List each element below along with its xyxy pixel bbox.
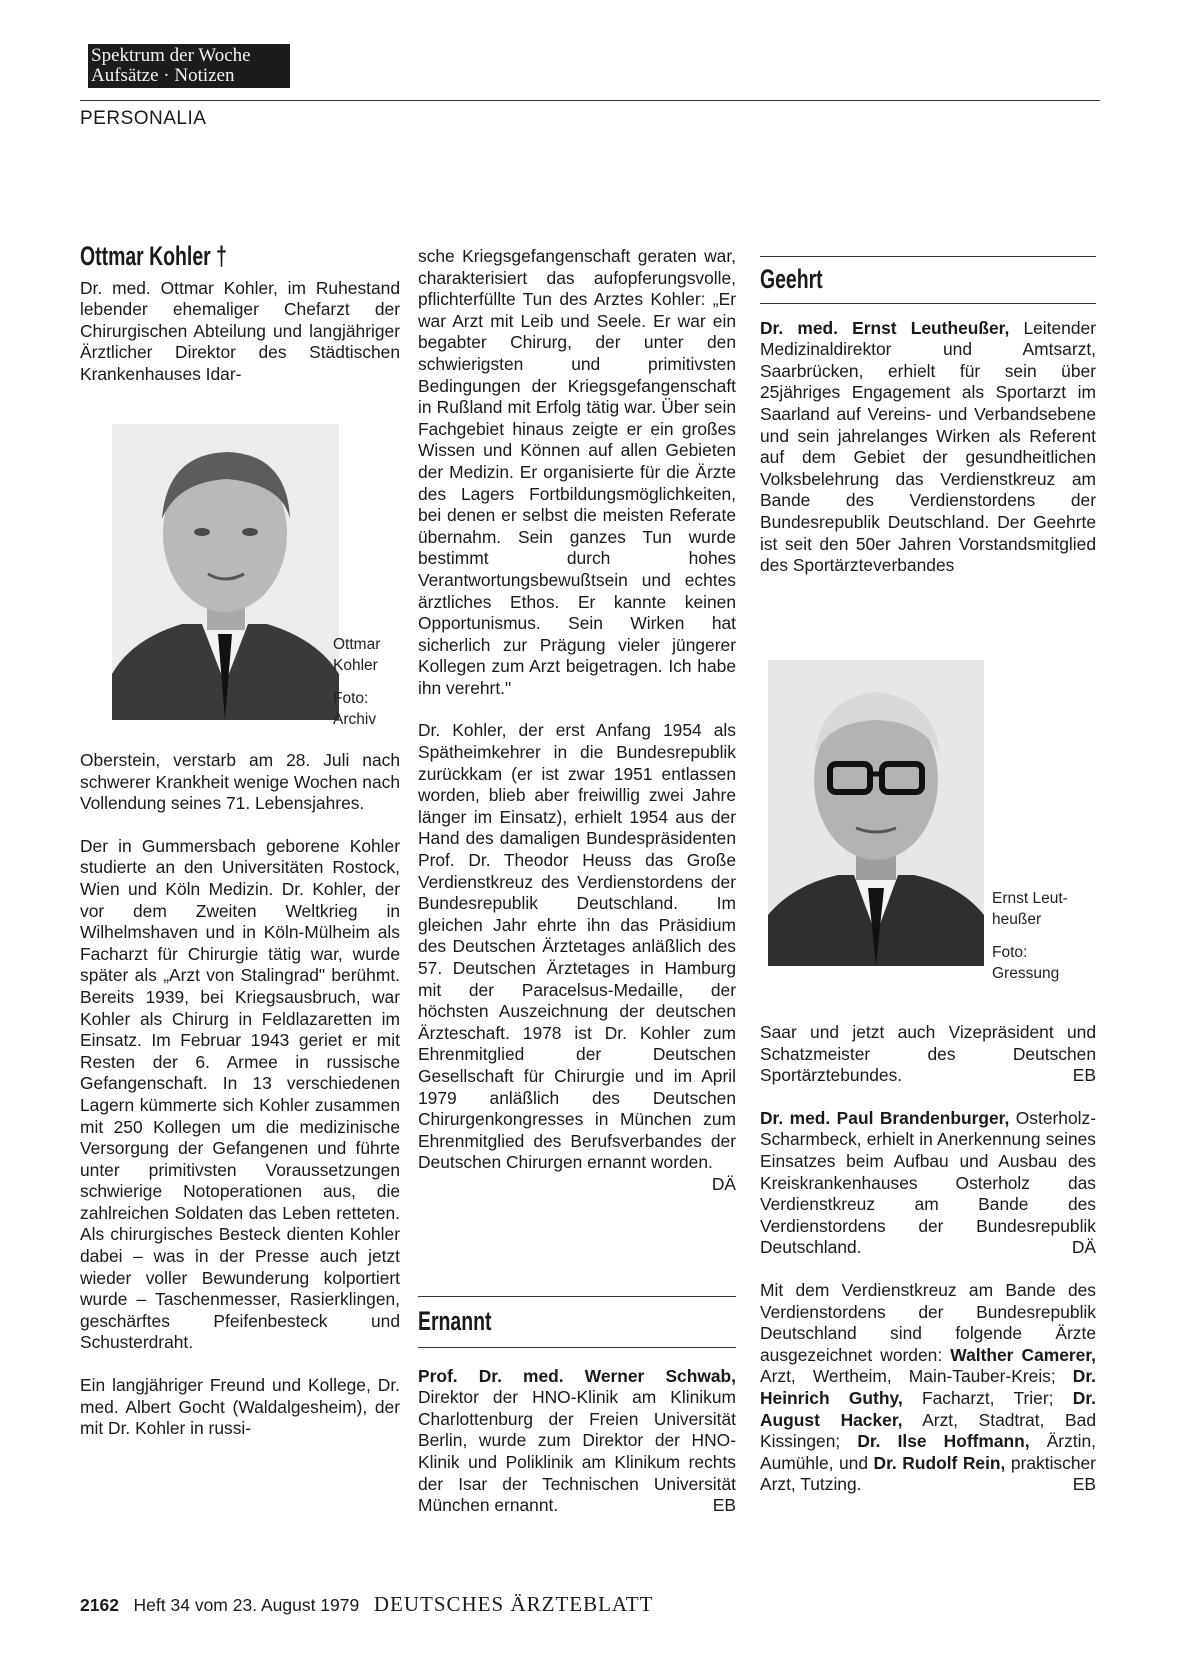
geehrt-top-rule [760,256,1096,257]
ernannt-section [418,1296,736,1517]
geehrt-entry-2-name: Dr. med. Paul Brandenburger, [760,1107,1010,1128]
geehrt-entry-1-continued [760,1022,1096,1087]
caption-name-line-1: Ottmar [333,636,381,653]
honoree-1-name: Walther Camerer, [950,1344,1096,1365]
geehrt-entry-1-name: Dr. med. Ernst Leutheußer, [760,317,1010,338]
caption-2-name-line-2: heußer [992,911,1042,928]
ernannt-top-rule [418,1296,736,1297]
masthead-badge [88,44,290,88]
honoree-4-name: Dr. Ilse Hoffmann, [857,1431,1030,1452]
caption-name-line-2: Kohler [333,657,378,674]
ernannt-name: Prof. Dr. med. Werner Schwab, [418,1365,736,1386]
honoree-5-name: Dr. Rudolf Rein, [873,1452,1006,1473]
geehrt-entry-1-cont-text: Saar und jetzt auch Vizepräsident und Schatzmeister des Deutschen Sportärztebundes. [760,1022,1096,1086]
honoree-2-name: Dr. Heinrich Guthy, [760,1366,1096,1408]
geehrt-entry-3-intro: Mit dem Verdienstkreuz am Bande des Verdienstordens der Bundesrepublik Deutschland sind folgende Ärzte ausgezeichnet worden: [760,1279,1096,1365]
ernannt-signature: EB [712,1495,736,1516]
honoree-3-text: Arzt, Stadtrat, Bad Kissingen; [760,1409,1097,1452]
kohler-paragraph-1-continued: Oberstein, verstarb am 28. Juli nach schwerer Krankheit wenige Wochen nach Vollendung seines 71. Lebensjahres. [80,750,400,814]
honoree-3-name: Dr. August Hacker, [760,1387,1096,1430]
geehrt-entry-2-text: Osterholz-Scharmbeck, erhielt in Anerkennung seines Einsatzes beim Aufbau und Ausbau des Kreiskrankenhauses Osterholz das Verdienstkreuz am Bande des Verdienstordens der Bundesrepublik Deutschland. [760,1107,1096,1258]
caption-2-credit-line-2: Gressung [992,965,1060,982]
honoree-5-text: praktischer Arzt, Tutzing. [760,1452,1096,1495]
kohler-paragraph-3: Ein langjähriger Freund und Kollege, Dr. med. Albert Gocht (Waldalgesheim), der mit Dr. Kohler in russi- [80,1375,400,1439]
portrait-illustration-2 [768,660,984,966]
column-1-continued [80,750,400,1440]
geehrt-section [760,256,1096,577]
caption-2-name-line-1: Ernst Leut- [992,890,1068,907]
honoree-1-text: Arzt, Wertheim, Main-Tauber-Kreis; [760,1366,1056,1387]
ernannt-heading: Ernannt [418,1306,492,1336]
geehrt-entry-2 [760,1108,1096,1259]
geehrt-entry-3-signature: EB [1072,1474,1096,1495]
honoree-2-text: Facharzt, Trier; [922,1387,1054,1408]
geehrt-entry-1-text: Leitender Medizinaldirektor und Amtsarzt, Saarbrücken, erhielt für sein über 25jähriges Engagement als Sportarzt im Saarland auf Vereins- und Verbandsebene und sein jahrelanges Wirken als Referent auf dem Gebiet der gesundheitlichen Volksbelehrung das Verdienstkreuz am Bande des Verdienstordens der Bundesrepublik Deutschland. Der Geehrte ist seit den 50er Jahren Vorstandsmitglied des Sportärzteverbandes [760,317,1096,576]
kohler-paragraph-2: Der in Gummersbach geborene Kohler studierte an den Universitäten Rostock, Wien und Köln Medizin. Dr. Kohler, der vor dem Zweiten Weltkrieg in Wilhelmshaven und in Köln-Mülheim als Facharzt für Chirurgie tätig war, wurde später als „Arzt von Stalingrad" berühmt. Bereits 1939, bei Kriegsausbruch, war Kohler als Chirurg in Feldlazaretten im Einsatz. Im Februar 1943 geriet er mit Resten der 6. Armee in russische Gefangenschaft. In 13 verschiedenen Lagern kümmerte sich Kohler zusammen mit 250 Kollegen um die medizinische Versorgung der Gefangenen und führte unter primitivsten Voraussetzungen schwierige Notoperationen aus, die zahlreichen Soldaten das Leben retteten. Als chirurgisches Besteck dienten Kohler dabei – was in der Presse auch jetzt wieder voller Bewunderung kolportiert wurde – Taschenmesser, Rasierklingen, geschärftes Pfeifenbesteck und Schusterdraht. [80,835,400,1353]
issue-info: Heft 34 vom 23. August 1979 [133,1595,360,1615]
geehrt-entry-3 [760,1280,1096,1496]
caption-credit-line-2: Archiv [333,711,377,728]
column-1 [80,241,400,386]
masthead-line-2: Aufsätze · Notizen [91,65,235,86]
top-rule [80,100,1100,101]
kohler-heading: Ottmar Kohler † [80,241,227,271]
geehrt-heading: Geehrt [760,264,823,294]
kohler-signature: DÄ [711,1173,736,1194]
caption-2-credit-line-1: Foto: [992,944,1028,961]
leutheusser-portrait-photo [768,660,984,966]
kohler-photo-caption [333,634,380,730]
kohler-portrait-photo [112,424,339,720]
honoree-4-text: Ärztin, Aumühle, und [760,1431,1096,1473]
ernannt-paragraph [418,1366,736,1517]
page-footer [80,1592,653,1617]
portrait-illustration [112,424,339,720]
caption-credit-line-1: Foto: [333,690,369,707]
ernannt-text: Direktor der HNO-Klinik am Klinikum Charlottenburg der Freien Universität Berlin, wurde zum Direktor der HNO-Klinik und Poliklinik am Klinikum rechts der Isar der Technischen Universität München ernannt. [418,1387,736,1516]
ernannt-bottom-rule [418,1347,736,1348]
leutheusser-photo-caption [992,888,1068,984]
kohler-paragraph-1: Dr. med. Ottmar Kohler, im Ruhestand lebender ehemaliger Chefarzt der Chirurgischen Abteilung und langjähriger Ärztlicher Direktor des Städtischen Krankenhauses Idar- [80,277,400,384]
geehrt-bottom-rule [760,303,1096,304]
column-3-continued [760,1022,1096,1496]
page-number: 2162 [80,1595,119,1615]
masthead-line-1: Spektrum der Woche [91,45,251,66]
kohler-paragraph-3-continued: sche Kriegsgefangenschaft geraten war, charakterisiert das aufopferungsvolle, pflichterfüllte Tun des Arztes Kohler: „Er war Arzt mit Leib und Seele. Er war ein begabter Chirurg, der unter den schwierigsten und primitivsten Bedingungen der Kriegsgefangenschaft in Rußland mit Erfolg tätig war. Über sein Fachgebiet hinaus zeigte er ein großes Wissen und Können auf allen Gebieten der Medizin. Er organisierte für die Ärzte des Lagers Fortbildungsmöglichkeiten, bei denen er selbst die meisten Referate übernahm. Sein ganzes Tun wurde bestimmt durch hohes Verantwortungsbewußtsein und echtes ärztliches Ethos. Er kannte keinen Opportunismus. Sein Wirken hat sicherlich zur Prägung vieler jüngerer Kollegen zum Arzt beigetragen. Ich habe ihn verehrt." [418,246,736,698]
column-2 [418,246,736,1196]
geehrt-entry-1-signature: EB [1072,1065,1096,1086]
magazine-name: DEUTSCHES ÄRZTEBLATT [373,1592,654,1616]
kohler-paragraph-4-text: Dr. Kohler, der erst Anfang 1954 als Spätheimkehrer in die Bundesrepublik zurückkam (er ist zwar 1951 entlassen worden, blieb aber freiwillig zwei Jahre länger im Einsatz), erhielt 1954 aus der Hand des damaligen Bundespräsidenten Prof. Dr. Theodor Heuss das Große Verdienstkreuz des Verdienstordens der Bundesrepublik Deutschland. Im gleichen Jahr ehrte ihn das Präsidium des Deutschen Ärztetages anläßlich des 57. Deutschen Ärztetages in Hamburg mit der Paracelsus-Medaille, der höchsten Auszeichnung der deutschen Ärzteschaft. 1978 ist Dr. Kohler zum Ehrenmitglied der Deutschen Gesellschaft für Chirurgie und im April 1979 anläßlich des Deutschen Chirurgenkongresses in München zum Ehrenmitglied des Berufsverbandes der Deutschen Chirurgen ernannt worden. [418,720,736,1173]
section-title: PERSONALIA [80,108,207,129]
kohler-paragraph-4 [418,720,736,1194]
geehrt-entry-1 [760,318,1096,577]
geehrt-entry-2-signature: DÄ [1071,1237,1096,1258]
